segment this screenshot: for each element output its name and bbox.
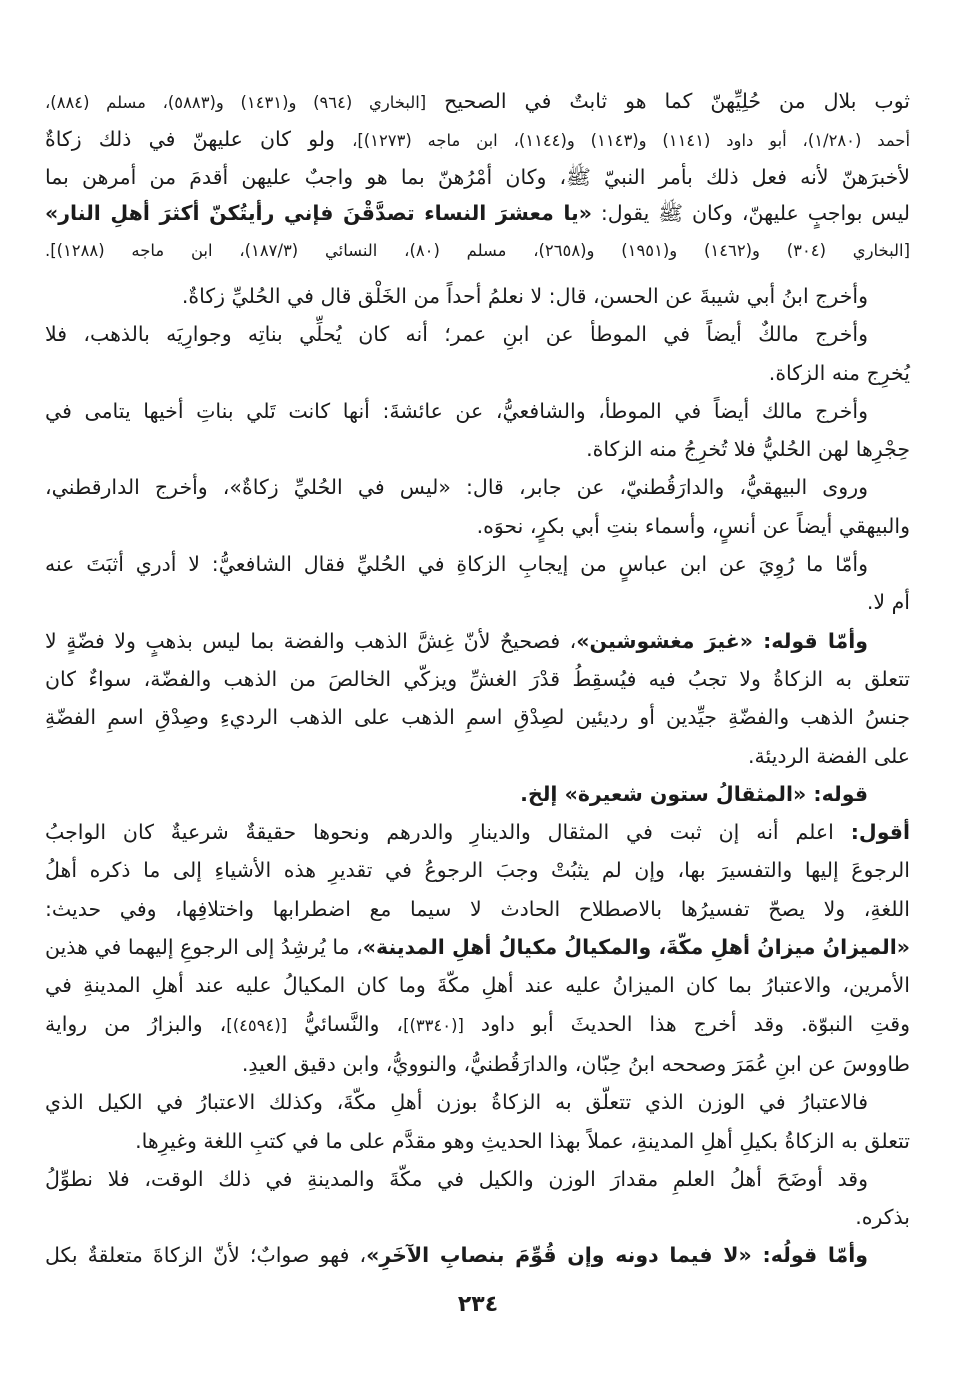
text-segment: ، فهو صوابٌ؛ لأنّ الزكاةَ متعلقةٌ بكل [45, 1243, 367, 1268]
text-segment: الأمرين، والاعتبارُ بما كان الميزانُ عليه عند أهلِ مكّةَ وما كان المكيالُ عليه عند أهلِ المدينةِ في [45, 973, 910, 998]
text-line [45, 1045, 910, 1083]
citation: [(٣٣٤٠)] [403, 1015, 464, 1035]
text-segment: ثوب بلال من حُلِيِّهنّ كما هو ثابتٌ في الصحيح [426, 89, 911, 113]
text-line [45, 1236, 910, 1274]
text-segment: ، والبزارُ من رواية [45, 1011, 227, 1036]
bold-heading: أقول: [850, 820, 910, 845]
text-line [45, 583, 910, 621]
text-line [45, 507, 910, 545]
page-body [45, 83, 910, 1275]
text-line [45, 775, 910, 813]
paragraph [45, 1083, 910, 1160]
text-line [45, 392, 910, 430]
paragraph [45, 775, 910, 813]
text-segment: فالاعتبارُ في الوزن الذي تتعلّق به الزكاةُ بوزن أهلِ مكّةَ، وكذلك الاعتبارُ في الكيل الذي [45, 1090, 868, 1115]
bold-heading: وأمّا قوله: «غيرَ مغشوشين» [576, 628, 868, 653]
paragraph [45, 1160, 910, 1237]
text-line [45, 354, 910, 392]
text-segment: ، ما يُرشِدُ إلى الرجوعِ إليهما في هذين [45, 935, 363, 960]
paragraph [45, 315, 910, 392]
text-segment: أم لا. [866, 590, 910, 615]
text-line [45, 928, 910, 966]
text-line [45, 430, 910, 468]
text-line [45, 277, 910, 315]
text-segment: وأخرج مالك أيضاً في الموطأ، والشافعيُّ، عن عائشةَ: أنها كانت تَلي بناتِ أخيها يتامى في [45, 398, 868, 423]
text-segment: جنسُ الذهب والفضّةِ جيِّدين أو رديئين لصِدْقِ اسمِ الذهب على الذهب الرديءِ وصِدْقِ اسمِ الفضّةِ [45, 705, 910, 730]
text-line [45, 1160, 910, 1198]
paragraph [45, 545, 910, 622]
text-line [45, 1122, 910, 1160]
text-segment: بذكره. [855, 1205, 910, 1230]
text-segment: الرجوعَ إليها والتفسيرَ بها، وإن لم يثبُتْ وجبَ الرجوعُ في تقديرِ هذه الأشياءِ إلى ما ذكره أهلُ [45, 858, 910, 883]
text-line [45, 195, 910, 231]
bold-heading: قوله: «المثقالُ ستون شعيرة» إلخ. [520, 781, 868, 806]
text-line [45, 121, 910, 159]
text-segment: ، والنَّسائيُّ [287, 1011, 404, 1036]
bold-heading: وأمّا قولُه: «لا فيما دونه وإن قُوِّمَ بنصابِ الآخَرِ» [366, 1243, 869, 1268]
text-segment: تتعلق به الزكاةُ بكيلِ أهلِ المدينةِ، عملاً بهذا الحديثِ وهو مقدَّم على ما في كتبِ اللغة وغيرِها. [135, 1128, 910, 1153]
text-line [45, 231, 910, 269]
citation: [البخاري (٩٦٤) و(١٤٣١) و(٥٨٨٣)، مسلم (٨٨٤)، [45, 93, 427, 112]
text-segment: ليس بواجبٍ عليهنّ، وكان ﷺ يقول: [591, 201, 910, 225]
text-segment: ، فصحيحٌ لأنّ غِشَّ الذهب والفضة بما ليس بذهبٍ ولا فضّةٍ لا [45, 628, 577, 653]
text-line [45, 545, 910, 583]
page-number: ٢٣٤ [457, 1292, 499, 1317]
text-segment: اللغةِ، ولا يصحّ تفسيرُها بالاصطلاح الحادث لا سيما مع اضطرابها واختلافِها، وفي حديث: [45, 896, 910, 921]
text-line [45, 83, 910, 121]
paragraph [45, 277, 910, 315]
text-segment: تتعلق به الزكاةُ ولا تجبُ فيه فيُسقِطُ قدْرَ الغشِّ ويزكّي الخالصَ من الذهب والفضّة، سواءٌ كان [45, 666, 910, 691]
text-line [45, 813, 910, 851]
text-segment: حِجْرِها لهن الحُليُّ فلا تُخرِجُ منه الزكاة. [586, 437, 910, 462]
paragraph [45, 1236, 910, 1274]
text-segment: طاووسَ عن ابنِ عُمَرَ وصححه ابنُ حِبّان، والدارَقُطنيُّ، والنوويُّ، وابن دقيق العيدِ. [241, 1051, 910, 1076]
text-line [45, 851, 910, 889]
text-line [45, 890, 910, 928]
text-line [45, 1198, 910, 1236]
citation: [(٤٥٩٤)] [226, 1015, 288, 1035]
text-line [45, 660, 910, 698]
text-segment: لأخبرَهنّ لأنه فعل ذلك بأمر النبيّ ﷺ، وكان أمْرُهنّ بما هو واجبٌ عليهن أقدمَ من أمرهن بما [45, 165, 910, 189]
paragraph [45, 83, 910, 269]
text-line [45, 698, 910, 736]
text-line [45, 1005, 910, 1045]
text-line [45, 737, 910, 775]
text-line [45, 468, 910, 506]
text-line [45, 315, 910, 353]
text-segment: وقد أوضَحَ أهلُ العلمِ مقدارَ الوزن والكيل في مكّةَ والمدينةِ في ذلك الوقت، فلا نطوِّلُ [45, 1166, 868, 1191]
paragraph [45, 468, 910, 545]
text-segment: وأمّا ما رُوِيَ عن ابن عباسٍ من إيجابِ الزكاةِ في الحُليِّ فقال الشافعيُّ: لا أدري أثبَتَ عنه [45, 552, 868, 577]
text-line [45, 966, 910, 1004]
text-segment: وقتِ النبوّة. وقد أخرج هذا الحديثَ أبو داود [463, 1011, 910, 1036]
text-segment: وروى البيهقيُّ، والدارَقُطنيّ، عن جابر، قال: «ليس في الحُليِّ زكاةٌ»، وأخرج الدارقطني، [45, 475, 868, 500]
text-segment: ولو كان عليهنّ في ذلك زكاةٌ [45, 127, 353, 151]
paragraph [45, 392, 910, 469]
citation: [البخاري (٣٠٤) و(١٤٦٢) و(١٩٥١) و(٢٦٥٨)، مسلم (٨٠)، النسائي (١٨٧/٣)، ابن ماجه (١٢٨٨)]. [45, 241, 910, 260]
citation: أحمد (١/٢٨٠)، أبو داود (١١٤١) و(١١٤٣) و(١١٤٤)، ابن ماجه (١٢٧٣)]، [352, 131, 910, 150]
text-line [45, 622, 910, 660]
bold-quote: «الميزانُ ميزانُ أهلِ مكّةَ، والمكيالُ مكيالُ أهلِ المدينة» [362, 935, 910, 960]
paragraph [45, 622, 910, 775]
text-segment: والبيهقي أيضاً عن أنسٍ، وأسماء بنتِ أبي بكرٍ، نحوَه. [476, 513, 910, 538]
text-segment: على الفضة الرديئة. [748, 743, 910, 768]
text-segment: وأخرج مالكٌ أيضاً في الموطأ عن ابنِ عمر؛ أنه كان يُحلِّي بناتِه وجوارِيَه بالذهب، فلا [45, 322, 868, 347]
paragraph [45, 813, 910, 1083]
text-segment: يُخرِج منه الزكاة. [768, 360, 910, 385]
text-line [45, 159, 910, 195]
bold-quote: «يا معشرَ النساء تصدَّقْنَ فإني رأيتُكنّ أكثرَ أهلِ النار» [45, 201, 592, 225]
text-segment: وأخرج ابنُ أبي شيبةَ عن الحسن، قال: لا نعلمُ أحداً من الخَلْق قال في الحُليِّ زكاةٌ. [181, 284, 868, 308]
text-segment: اعلم أنه إن ثبت في المثقال والدينارِ والدرهم ونحوها حقيقةٌ شرعيةٌ كان الواجبُ [45, 820, 851, 845]
text-line [45, 1083, 910, 1121]
